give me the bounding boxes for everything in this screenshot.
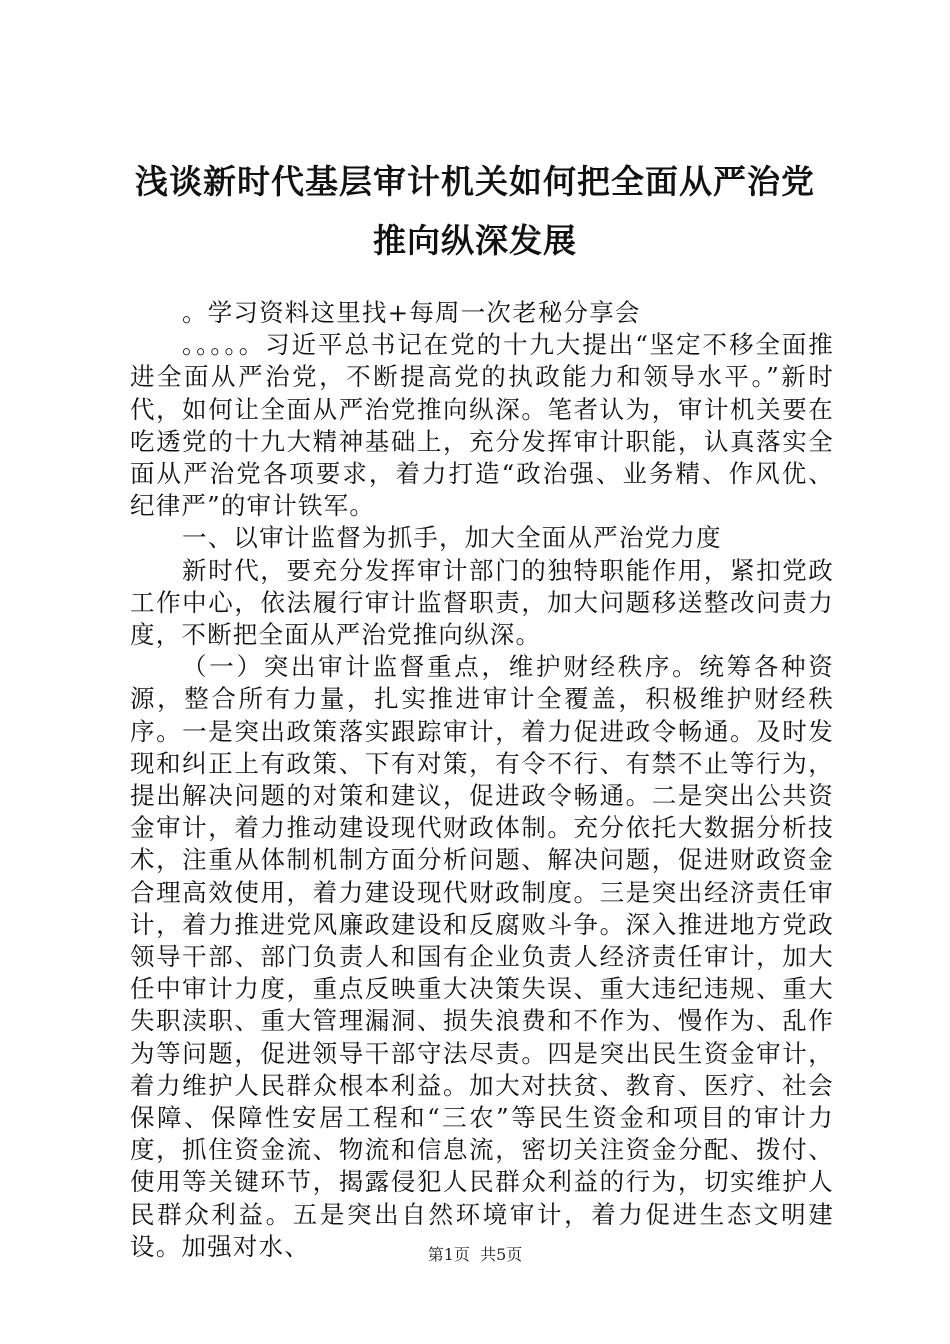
document-body <box>130 297 834 1263</box>
document-title-line-1: 浅谈新时代基层审计机关如何把全面从严治党 <box>135 162 815 201</box>
document-title-line-2: 推向纵深发展 <box>373 221 577 260</box>
section-heading-1: 一、以审计监督为抓手，加大全面从严治党力度 <box>182 523 722 553</box>
body-paragraph-subsection-1: （一）突出审计监督重点，维护财经秩序。统筹各种资源，整合所有力量，扎实推进审计全覆盖，积极维护财经秩序。一是突出政策落实跟踪审计，着力促进政令畅通。及时发现和纠正上有政策、下有对策，有令不行、有禁不止等行为，提出解决问题的对策和建议，促进政令畅通。二是突出公共资金审计，着力推动建设现代财政体制。充分依托大数据分析技术，注重从体制机制方面分析问题、解决问题，促进财政资金合理高效使用，着力建设现代财政制度。三是突出经济责任审计，着力推进党风廉政建设和反腐败斗争。深入推进地方党政领导干部、部门负责人和国有企业负责人经济责任审计，加大任中审计力度，重点反映重大决策失误、重大违纪违规、重大失职渎职、重大管理漏洞、损失浪费和不作为、慢作为、乱作为等问题，促进领导干部守法尽责。四是突出民生资金审计，着力维护人民群众根本利益。加大对扶贫、教育、医疗、社会保障、保障性安居工程和“三农”等民生资金和项目的审计力度，抓住资金流、物流和信息流，密切关注资金分配、拨付、使用等关键环节，揭露侵犯人民群众利益的行为，切实维护人民群众利益。五是突出自然环境审计，着力促进生态文明建设。加强对水、 <box>130 652 834 1261</box>
body-paragraph-opening: 。。。。。习近平总书记在党的十九大提出“坚定不移全面推进全面从严治党，不断提高党的执政能力和领导水平。”新时代，如何让全面从严治党推向纵深。笔者认为，审计机关要在吃透党的十九大精神基础上，充分发挥审计职能，认真落实全面从严治党各项要求，着力打造“政治强、业务精、作风优、纪律严”的审计铁军。 <box>130 330 834 521</box>
body-paragraph-section-1: 新时代，要充分发挥审计部门的独特职能作用，紧扣党政工作中心，依法履行审计监督职责，加大问题移送整改问责力度，不断把全面从严治党推向纵深。 <box>130 555 834 650</box>
page-number-footer: 第1页 共5页 <box>427 1245 523 1264</box>
body-paragraph-intro-note: 。学习资料这里找+每周一次老秘分享会 <box>182 298 641 327</box>
